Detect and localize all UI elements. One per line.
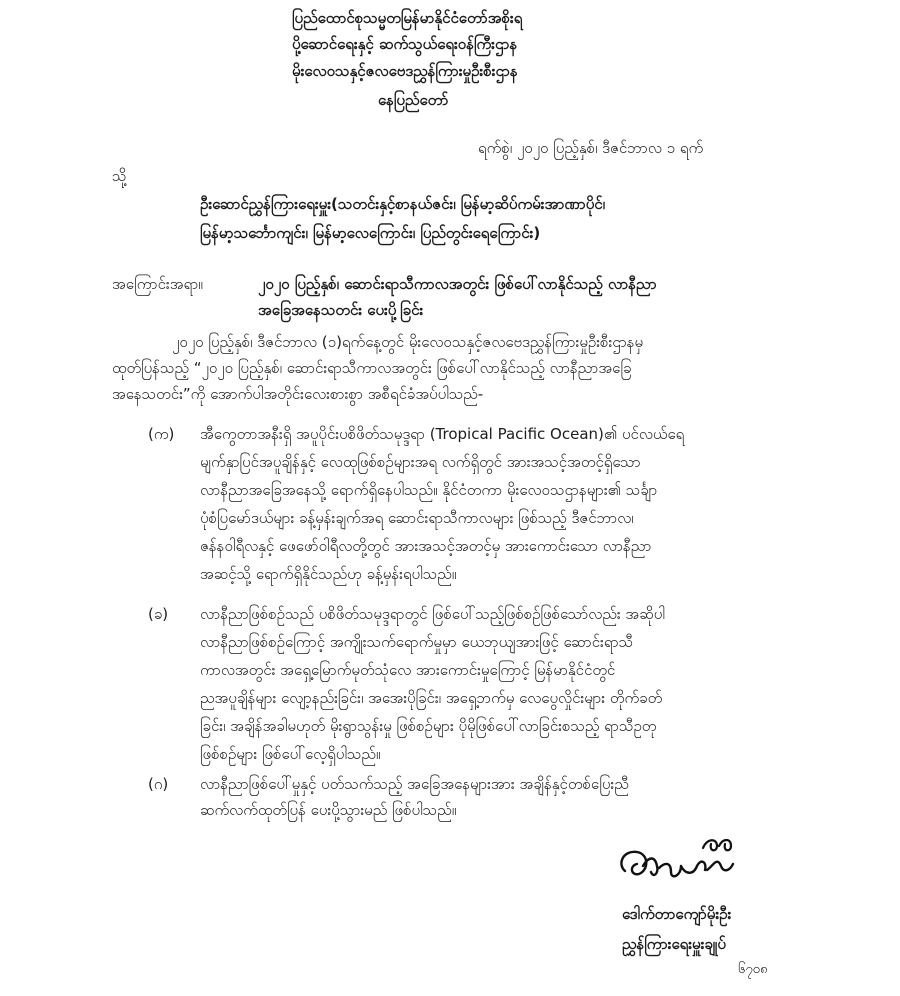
paragraph-kha-line: လာနီညာဖြစ်စဉ်သည် ပစိဖိတ်သမုဒ္ဒရာတွင် ဖြစ်ပေါ်သည့်ဖြစ်စဉ်ဖြစ်သော်လည်း အဆိုပါ (200, 605, 665, 623)
intro-line-3: အနေသတင်း”ကို အောက်ပါအတိုင်းလေးစားစွာ အစီရင်ခံအပ်ပါသည်- (112, 385, 484, 403)
header-ministry: ပို့ဆောင်ရေးနှင့် ဆက်သွယ်ရေးဝန်ကြီးဌာန (292, 35, 518, 53)
subject-label: အကြောင်းအရာ။ (112, 275, 203, 293)
header-department: မိုးလေဝသနှင့်ဇလဗေဒညွှန်ကြားမှုဦးစီးဌာန (292, 62, 518, 80)
signature (615, 826, 765, 896)
date-line: ရက်စွဲ၊ ၂၀၂၀ ပြည့်နှစ်၊ ဒီဇင်ဘာလ ၁ ရက် (478, 139, 704, 157)
paragraph-ka-line: အဆင့်သို့ ရောက်ရှိနိုင်သည်ဟု ခန့်မှန်းရပါသည်။ (200, 565, 457, 583)
paragraph-kha-line: ခြင်း၊ အချိန်အခါမဟုတ် မိုးရွာသွန်းမှု ဖြစ်စဉ်များ ပိုမိုဖြစ်ပေါ်လာခြင်းစသည့် ရာသီဥတု (200, 717, 657, 735)
paragraph-kha-line: ဖြစ်စဉ်များ ဖြစ်ပေါ်လေ့ရှိပါသည်။ (200, 745, 381, 763)
paragraph-ga-marker: (ဂ) (148, 775, 169, 793)
paragraph-kha-marker: (ခ) (148, 605, 169, 623)
paragraph-ka-line: အီကွေတာအနီးရှိ အပူပိုင်းပစိဖိတ်သမုဒ္ဒရာ (Tropical Pacific Ocean)၏ ပင်လယ်ရေ (200, 425, 685, 443)
header-city: နေပြည်တော် (378, 91, 449, 109)
header-government: ပြည်ထောင်စုသမ္မတမြန်မာနိုင်ငံတော်အစိုးရ (292, 9, 523, 27)
paragraph-ga-line: လာနီညာဖြစ်ပေါ်မှုနှင့် ပတ်သက်သည့် အခြေအနေများအား အချိန်နှင့်တစ်ပြေးညီ (200, 775, 629, 793)
paragraph-kha-line: ညအပူချိန်များ လျော့နည်းခြင်း၊ အအေးပိုခြင်း၊ အရှေ့ဘက်မှ လေပွေလှိုင်းများ တိုက်ခတ် (200, 689, 663, 707)
intro-line-2: ထုတ်ပြန်သည့် “၂၀၂၀ ပြည့်နှစ်၊ ဆောင်းရာသီကာလအတွင်း ဖြစ်ပေါ်လာနိုင်သည့် လာနီညာအခြေ (112, 359, 632, 377)
recipient-line-1: ဦးဆောင်ညွှန်ကြားရေးမှူး(သတင်းနှင့်စာနယ်ဇင်း၊ မြန်မာ့ဆိပ်ကမ်းအာဏာပိုင်၊ (200, 195, 605, 213)
signatory-name: ဒေါက်တာကျော်မိုးဦး (622, 905, 732, 923)
subject-line-2: အခြေအနေသတင်း ပေးပို့ခြင်း (258, 301, 424, 319)
subject-line-1: ၂၀၂၀ ပြည့်နှစ်၊ ဆောင်းရာသီကာလအတွင်း ဖြစ်ပေါ်လာနိုင်သည့် လာနီညာ (258, 275, 657, 293)
signatory-suffix: ၆၇၀၈ (738, 962, 768, 977)
paragraph-ka-line: ပုံစံပြမော်ဒယ်များ ခန့်မှန်းချက်အရ ဆောင်းရာသီကာလများ ဖြစ်သည့် ဒီဇင်ဘာလ၊ (200, 509, 634, 527)
paragraph-ka-line: မျက်နှာပြင်အပူချိန်နှင့် လေထုဖြစ်စဉ်များအရ လက်ရှိတွင် အားအသင့်အတင့်ရှိသော (200, 453, 641, 471)
paragraph-kha-line: လာနီညာဖြစ်စဉ်ကြောင့် အကျိုးသက်ရောက်မှုမှာ ယေဘုယျအားဖြင့် ဆောင်းရာသီ (200, 633, 634, 651)
intro-line-1: ၂၀၂၀ ပြည့်နှစ်၊ ဒီဇင်ဘာလ (၁)ရက်နေ့တွင် မိုးလေဝသနှင့်ဇလဗေဒညွှန်ကြားမှုဦးစီးဌာနမှ (172, 333, 644, 351)
paragraph-ka-line: လာနီညာအခြေအနေသို့ ရောက်ရှိနေပါသည်။ နိုင်ငံတကာ မိုးလေဝသဌာနများ၏ သင်္ချာ (200, 481, 658, 499)
paragraph-kha-line: ကာလအတွင်း အရှေ့မြောက်မုတ်သုံလေ အားကောင်းမှုကြောင့် မြန်မာနိုင်ငံတွင် (200, 661, 616, 679)
paragraph-ka-line: ဇန်နဝါရီလနှင့် ဖေဖော်ဝါရီလတို့တွင် အားအသင့်အတင့်မှ အားကောင်းသော လာနီညာ (200, 537, 652, 555)
paragraph-ga-line: ဆက်လက်ထုတ်ပြန် ပေးပို့သွားမည် ဖြစ်ပါသည်။ (200, 801, 457, 819)
paragraph-ka-marker: (က) (148, 425, 175, 443)
signatory-title: ညွှန်ကြားရေးမှူးချုပ် (622, 935, 726, 953)
recipient-line-2: မြန်မာ့သင်္ဘောကျင်း၊ မြန်မာ့လေကြောင်း၊ ပြည်တွင်းရေကြောင်း) (200, 224, 541, 242)
to-label: သို့ (112, 167, 127, 185)
